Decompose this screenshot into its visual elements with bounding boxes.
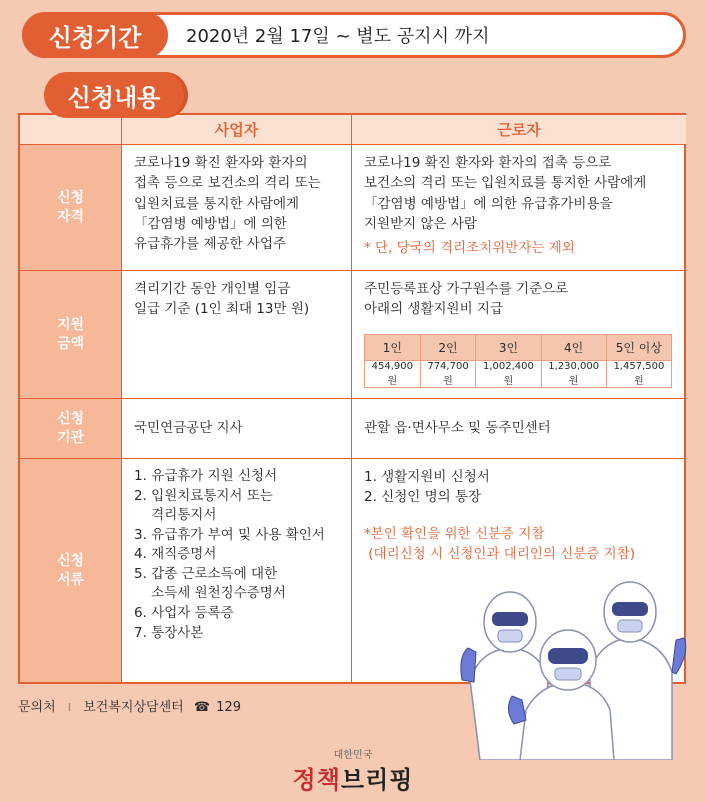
worker-qualification: 코로나19 확진 환자와 환자의 접촉 등으로 보건소의 격리 또는 입원치료를 통지한 사람에게 「감염병 예방법」에 의한 유급휴가비용을 지원받지 않은 사람 — [364, 155, 647, 232]
medical-workers-illustration — [440, 560, 706, 760]
content-label: 신청내용 — [44, 72, 184, 118]
support-amount: 1,457,500원 — [606, 361, 671, 388]
support-amount: 454,900원 — [365, 361, 421, 388]
support-household-size: 2인 — [420, 335, 476, 361]
worker-doc-item: 2. 신청인 명의 통장 — [364, 489, 482, 506]
support-amount-table — [364, 334, 672, 388]
period-text: 2020년 2월 17일 ~ 별도 공지시 까지 — [186, 26, 490, 47]
employer-doc-item: 7. 통장사본 — [134, 624, 204, 641]
support-household-size: 5인 이상 — [606, 335, 671, 361]
brand-logo-red: 정책 — [292, 766, 341, 794]
row-label-institution: 신청 기관 — [20, 399, 122, 459]
contact-center: 보건복지상담센터 — [83, 700, 184, 715]
row-label-qualification: 신청 자격 — [20, 145, 122, 271]
brand-logo — [0, 760, 706, 795]
brand-logo-black: 브리핑 — [340, 766, 414, 794]
worker-doc-item: 1. 생활지원비 신청서 — [364, 469, 490, 485]
phone-icon: ☎ — [193, 700, 211, 715]
contact-info — [18, 696, 241, 715]
header-worker: 근로자 — [352, 115, 686, 145]
worker-qualification-note: * 단, 당국의 격리조치위반자는 제외 — [364, 240, 575, 256]
employer-amount: 격리기간 동안 개인별 임금 일급 기준 (1인 최대 13만 원) — [122, 271, 352, 399]
employer-qualification: 코로나19 확진 환자와 환자의 접촉 등으로 보건소의 격리 또는 입원치료를 통지한 사람에게 「감염병 예방법」에 의한 유급휴가를 제공한 사업주 — [122, 145, 352, 271]
employer-doc-item: 6. 사업자 등록증 — [134, 604, 234, 621]
employer-documents — [122, 459, 352, 682]
support-amount: 1,002,400원 — [476, 361, 541, 388]
worker-amount: 주민등록표상 가구원수를 기준으로 아래의 생활지원비 지급 — [352, 271, 686, 399]
contact-separator: I — [67, 701, 72, 714]
worker-institution: 관할 읍·면사무소 및 동주민센터 — [352, 399, 686, 459]
support-household-size: 1인 — [365, 335, 421, 361]
brand-country: 대한민국 — [333, 750, 373, 761]
table-corner — [20, 115, 122, 145]
employer-doc-item: 4. 재직증명서 — [134, 546, 217, 563]
support-amount: 774,700원 — [420, 361, 476, 388]
support-household-size: 4인 — [541, 335, 606, 361]
contact-label: 문의처 — [18, 700, 56, 715]
employer-doc-item: 1. 유급휴가 지원 신청서 — [134, 468, 278, 484]
support-household-size: 3인 — [476, 335, 541, 361]
header-employer: 사업자 — [122, 115, 352, 145]
employer-doc-item: 2. 입원치료통지서 또는 격리통지서 — [134, 487, 273, 524]
worker-qualification-cell — [352, 145, 686, 271]
period-label: 신청기간 — [22, 12, 168, 58]
row-label-documents: 신청 서류 — [20, 459, 122, 682]
worker-documents-note: *본인 확인을 위한 신분증 지참 (대리신청 시 신청인과 대리인의 신분증 지참) — [364, 525, 636, 562]
row-label-amount: 지원 금액 — [20, 271, 122, 399]
employer-institution: 국민연금공단 지사 — [122, 399, 352, 459]
employer-doc-item: 5. 갑종 근로소득에 대한 소득세 원천징수증명서 — [134, 565, 286, 602]
contact-phone: 129 — [216, 700, 241, 715]
support-amount: 1,230,000원 — [541, 361, 606, 388]
employer-doc-item: 3. 유급휴가 부여 및 사용 확인서 — [134, 526, 325, 543]
